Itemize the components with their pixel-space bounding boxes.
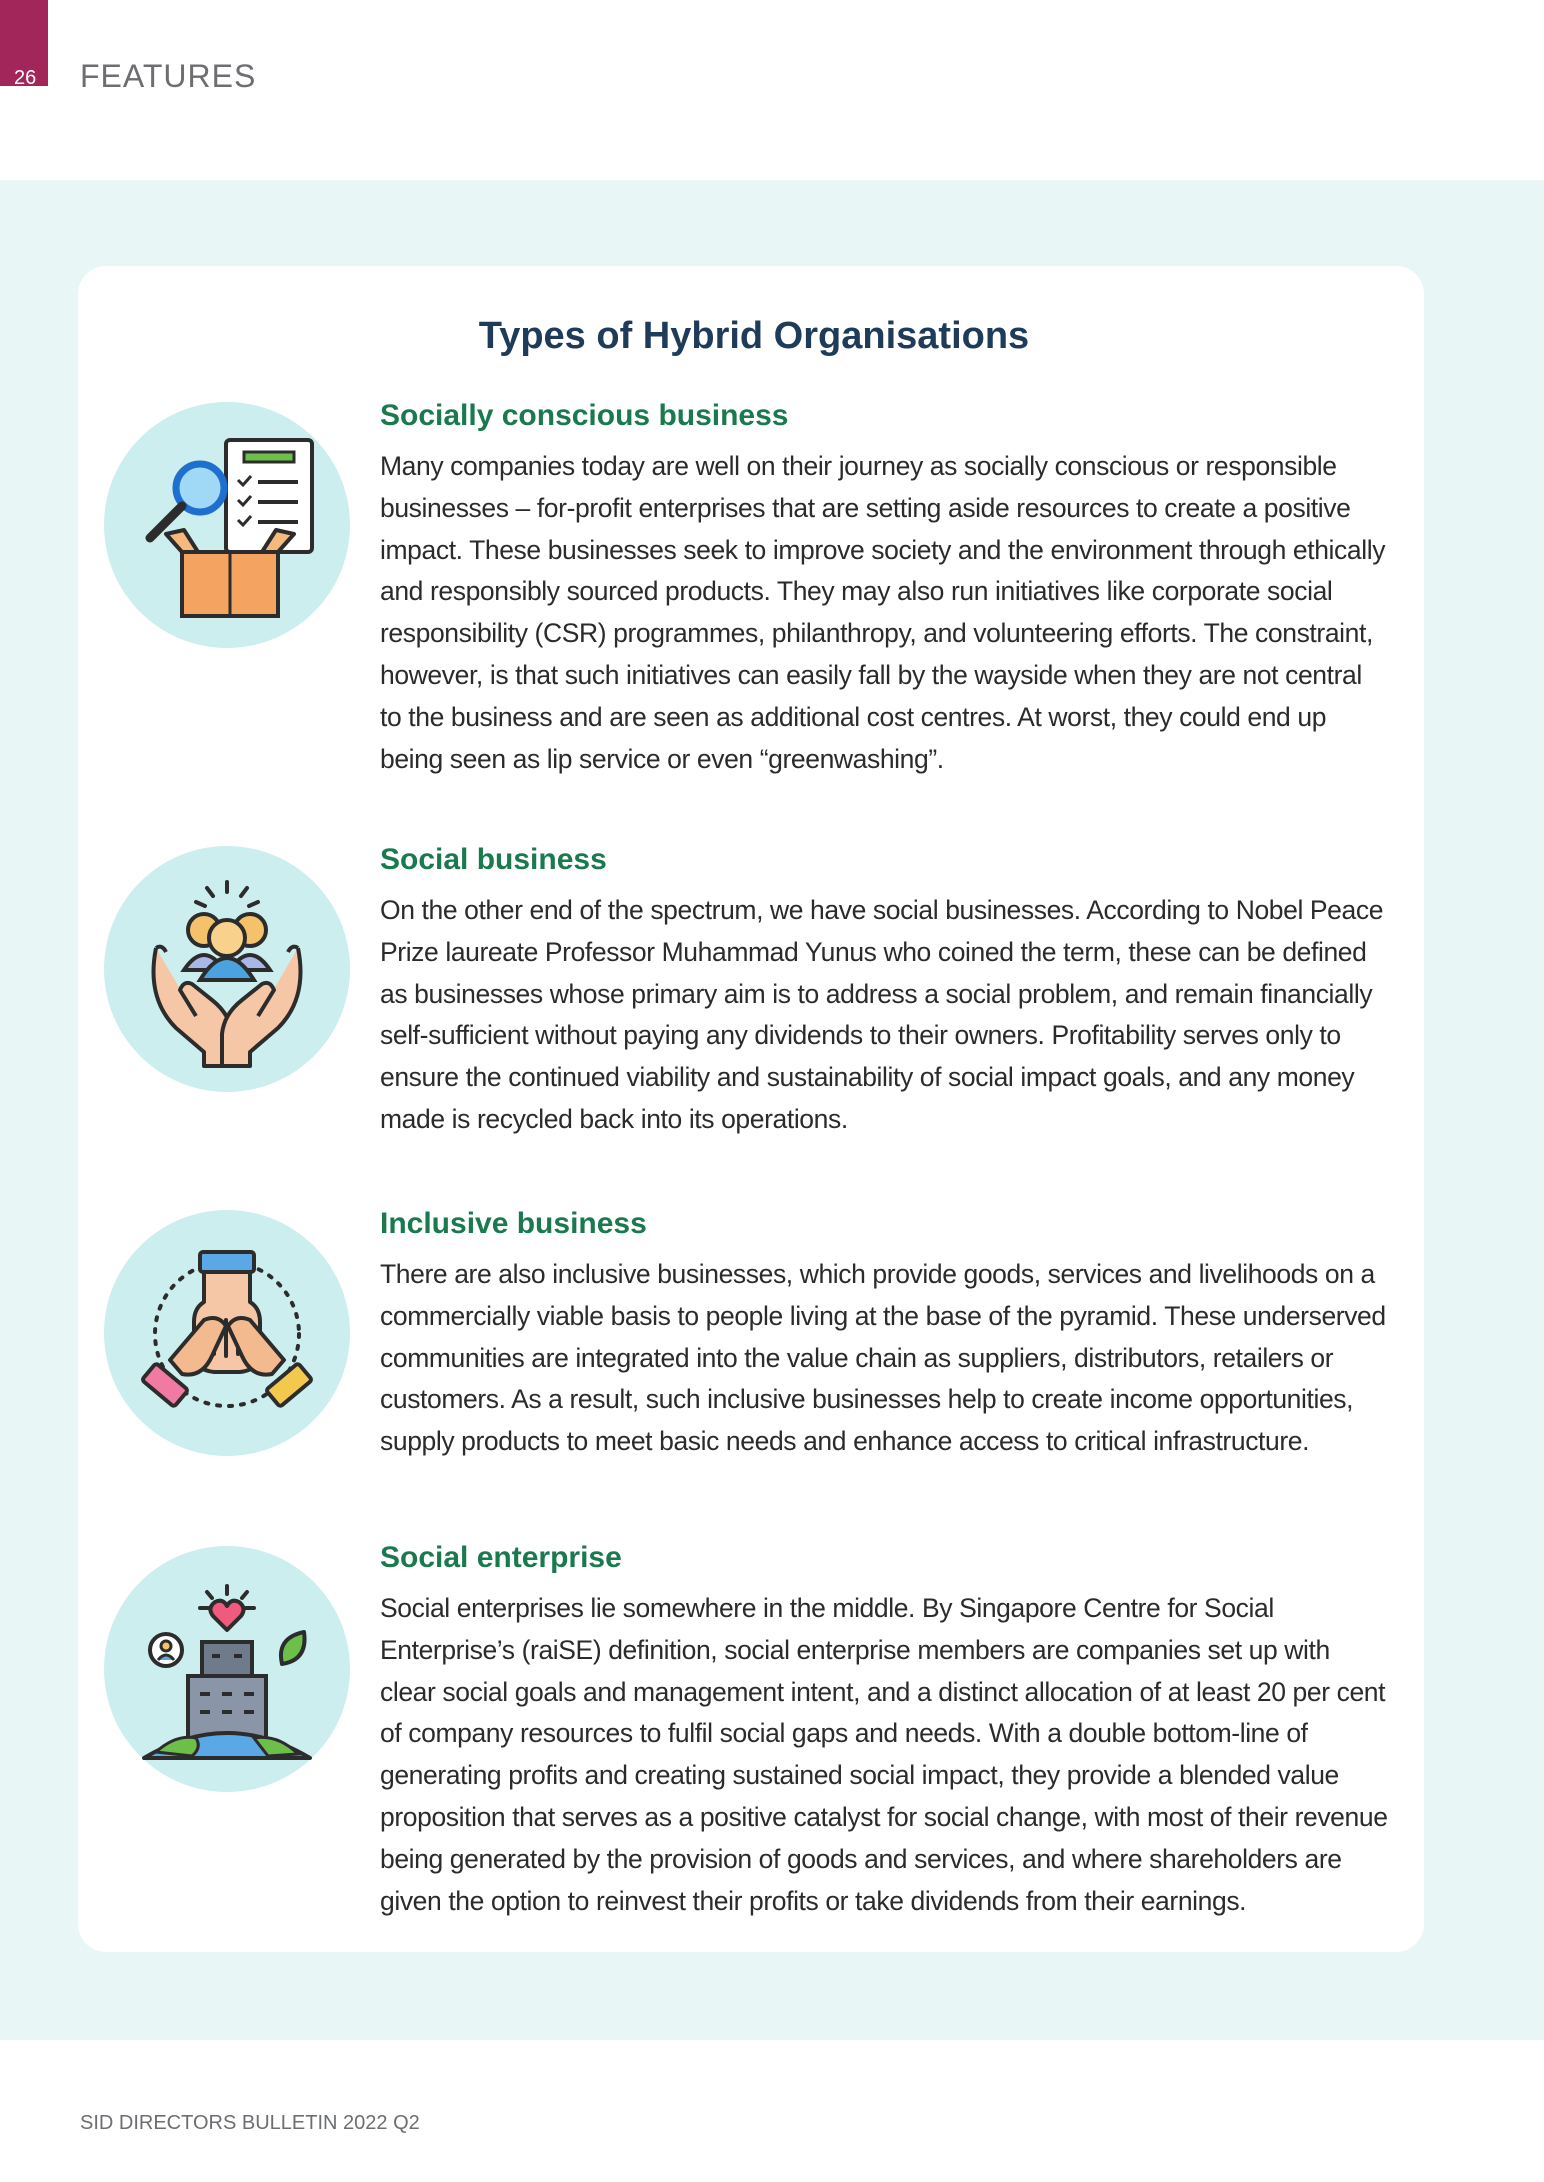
section-heading: Socially conscious business	[380, 399, 789, 432]
section-body: Many companies today are well on their journey as socially conscious or responsible businesses – for-profit enterprises that are setting aside resources to create a positive impact. These businesses seek to improve society and the environment through ethically and responsibly sourced products. They may also run initiatives like corporate social responsibility (CSR) programmes, philanthropy, and volunteering efforts. The constraint, however, is that such initiatives can easily fall by the wayside when they are not central to the business and are seen as additional cost centres. At worst, they could end up being seen as lip service or even “greenwashing”.	[380, 451, 1386, 774]
section-heading: Social business	[380, 843, 607, 876]
section-body: There are also inclusive businesses, which provide goods, services and livelihoods on a commercially viable basis to people living at the base of the pyramid. These underserved communities are integrated into the value chain as suppliers, distributors, retailers or customers. As a result, such inclusive businesses help to create income opportunities, supply products to meet basic needs and enhance access to critical infrastructure.	[380, 1259, 1386, 1457]
page-number: 26	[14, 67, 37, 89]
hands-holding-people-icon	[104, 846, 350, 1092]
building-globe-heart-icon	[104, 1546, 350, 1792]
section-body: Social enterprises lie somewhere in the middle. By Singapore Centre for Social Enterprise’s (raiSE) definition, social enterprise members are companies set up with clear social goals and management intent, and a distinct allocation of at least 20 per cent of company resources to fulfil social gaps and needs. With a double bottom-line of generating profits and creating sustained social impact, they provide a blended value proposition that serves as a positive catalyst for social change, with most of their revenue being generated by the provision of goods and services, and where shareholders are given the option to reinvest their profits or take dividends from their earnings.	[380, 1593, 1388, 1916]
card-title: Types of Hybrid Organisations	[478, 315, 1030, 357]
checklist-box-magnifier-icon	[104, 402, 350, 648]
stacked-hands-icon	[104, 1210, 350, 1456]
footer-publication: SID DIRECTORS BULLETIN 2022 Q2	[80, 2112, 420, 2134]
section-label: FEATURES	[80, 58, 257, 94]
section-heading: Social enterprise	[380, 1541, 622, 1574]
section-body: On the other end of the spectrum, we have social businesses. According to Nobel Peace Prize laureate Professor Muhammad Yunus who coined the term, these can be defined as businesses whose primary aim is to address a social problem, and remain financially self-sufficient without paying any dividends to their owners. Profitability serves only to ensure the continued viability and sustainability of social impact goals, and any money made is recycled back into its operations.	[380, 895, 1384, 1134]
section-heading: Inclusive business	[380, 1207, 647, 1240]
